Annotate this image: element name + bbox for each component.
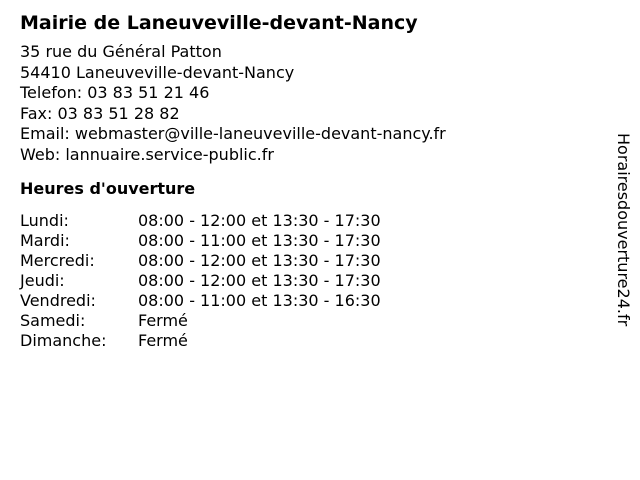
- hours-row-saturday: [20, 311, 600, 331]
- day-label: Samedi:: [20, 311, 86, 330]
- day-label: Mercredi:: [20, 251, 95, 270]
- hours-row-wednesday: [20, 251, 600, 271]
- hours-row-tuesday: [20, 231, 600, 251]
- day-label: Vendredi:: [20, 291, 96, 310]
- address-line-city: 54410 Laneuveville-devant-Nancy: [20, 62, 295, 82]
- fax-number: Fax: 03 83 51 28 82: [20, 103, 180, 123]
- opening-hours-heading: Heures d'ouverture: [20, 179, 196, 198]
- day-hours: 08:00 - 12:00 et 13:30 - 17:30: [138, 211, 381, 230]
- hours-row-monday: [20, 211, 600, 231]
- phone-number: Telefon: 03 83 51 21 46: [20, 83, 210, 102]
- day-hours: Fermé: [138, 331, 188, 350]
- hours-row-sunday: [20, 331, 600, 351]
- day-hours: 08:00 - 12:00 et 13:30 - 17:30: [138, 251, 381, 270]
- website-address: Web: lannuaire.service-public.fr: [20, 144, 274, 164]
- day-label: Jeudi:: [20, 271, 65, 290]
- office-info-card: [20, 10, 600, 351]
- site-watermark: [613, 133, 633, 373]
- opening-hours-table: [20, 211, 600, 351]
- day-hours: 08:00 - 11:00 et 13:30 - 17:30: [138, 231, 381, 250]
- email-address: Email: webmaster@ville-laneuveville-devant-nancy.fr: [20, 124, 446, 143]
- hours-row-friday: [20, 291, 600, 311]
- office-title: Mairie de Laneuveville-devant-Nancy: [20, 12, 418, 34]
- site-watermark-text: Horairesdouverture24.fr: [614, 133, 633, 327]
- day-label: Mardi:: [20, 231, 70, 250]
- address-line-street: 35 rue du Général Patton: [20, 42, 222, 61]
- contact-details: [20, 42, 600, 165]
- day-hours: Fermé: [138, 311, 188, 330]
- hours-row-thursday: [20, 271, 600, 291]
- day-label: Lundi:: [20, 211, 69, 230]
- day-label: Dimanche:: [20, 331, 107, 350]
- day-hours: 08:00 - 11:00 et 13:30 - 16:30: [138, 291, 381, 310]
- day-hours: 08:00 - 12:00 et 13:30 - 17:30: [138, 271, 381, 290]
